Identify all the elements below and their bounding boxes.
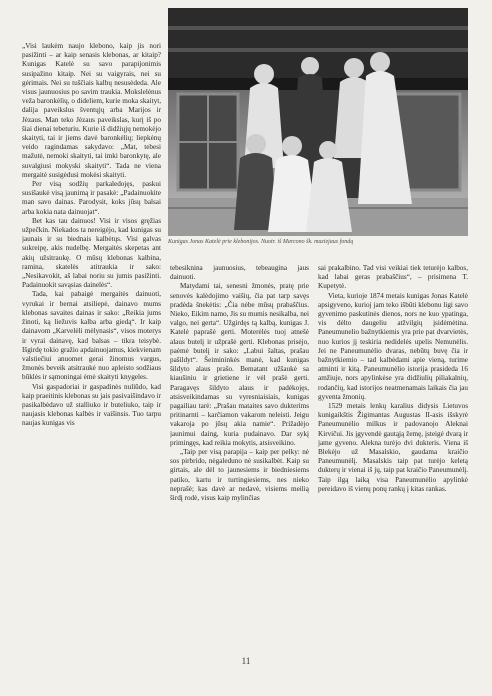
left-column (22, 42, 161, 660)
paragraph: 1529 metais lenkų karalius didysis Lietuvos kunigaikštis Žigimantas Augustas II-asis išskyrė Paneumunėlio milkus ir padovanojo Aleknai Kirvičui. Jis įgyvendė gautąją žemę, įsteigė dvarą ir jame gyveno. Alekna turėjo dvi dukteris. Viena iš Blekėjo už Masalskio, gaudama kraičio Paneumunėlį. Masalskis taip pat turėjo keletą dukterų ir vienai iš jų, taip pat kraičio Paneumunėlį. Taip ilgą laiką visa Paneumunėlio apylinkė pereidavo iš vienų ponų rankų į kitas rankas. (318, 402, 468, 493)
paragraph: Vieta, kurioje 1874 metais kunigas Jonas Katelė apsigyveno, kurioj jam teko išbūti klebonu ligi savo gyvenimo paskutinės dienos, nors ne kuo ypatinga, vis dėlto daugeliu atžvilgių įsidėmėtina. Paneumunelio bažnytkiemis yra prie pat dvarvietės, nuo kurios jį teskiria nedidelės upelis Nemunėlis. Jei ne Paneumunėlio dvaras, nebūtų buvę čia ir bažnytkiemio – tad kalbėdami apie vieną, turime atminti ir kitą. Paneumunėlio istorija prasideda 16 amžiuje, nors apylinkėse yra didžiulių piliakalnių, rodančių, kad istorijos neatmenamais laikais čia jau gyventa žmonių. (318, 291, 468, 401)
right-column (318, 264, 468, 660)
paragraph: Matydami tai, senesni žmonės, pratę prie senovės kalėdojimo vaišių, čia pat tarp savęs pradėda šnekėtis: „Čia nėbe mūsų prabaščius. Nieko, Eikim namo, Jis su mumis nesikalba, nei valgo, nei gerta“. Užgirdęs tą kalbą, kunigas J. Katelė paprašė gerti. Moterėlės tuoj atnešė alaus butelį ir užprašė gerti. Klebonas prisėjo, paėmė butelį ir sako: „Labui šaltas, prašau pašildyt“. Šeimininkės manė, kad kunigas šildyto alaus prašo. Bematant užšaukė sa kiaušiniu ir grietiene ir vėl prašė gerti. Paragavęs šildyto alaus ir padėkojęs, atsisveikindamas su vyresniaisiais, kunigas pagailiau tarė: „Prašau mataites savo dukterims pritinarnti – karčiamon vakarom neleisti. Jeigu vakaroja po jūsų akia namie“. Prižadėjo jaunimui daing, kuria pudainavo. Dar sykį primingęs, kad reikia mokytis, atsisveikino. (170, 282, 309, 447)
paragraph: „Taip per visą parapija – kaip per pelky: nė sos pirbrido, nėgaleduno nė susikalbėt. Kaip su girtais, ale dėl to jaunesiems ir biedniesiems patiko, kartu ir turtingiesiems, nes nieko neprašė; kas davė ar nedavė, visiems meilią širdį rodė, visus kaip mylinčias (170, 448, 309, 503)
paragraph: Tada, kai pabaigė mergaitės dainuoti, vyrukai ir bernai atsiliepė, dainavo mums klebonas savaites dainas ir sako: „Reikia jums žinoti, ką liežuvis kalba arba giedą“. Ir kaip dainavom „Karvelėli mėlynasis“, visos moterys ir vyrai dainavę, kad balsas – tikra teisybė. Išgirdę tokio gražio apdainuojamus, kiekvienam valstiečiui anuomet gerai žinomus vargus, žmonės beveik atsitraukė nuo apleisto sodžiaus būklės ir sąmoningai ėmė skaityti knygeles. (22, 290, 161, 382)
paragraph: tebesiknina jaunuosius, tebeaugina jaus dainuoti. (170, 264, 309, 282)
historical-photo (168, 8, 468, 236)
paragraph: sai prakalbino. Tad visi veikiai tiek teturėjo kalbos, kad labai geras prabaščius“, – prisimena T. Kupetytė. (318, 264, 468, 291)
paragraph: „Visi laukėm naujo klebono, kaip jis nori pasižinti – ar kaip senasis klebonas, ar kitaip? Kunigas Katelė su savo parapijonimis susipažino kitaip. Nei su vaigyrais, nei su gėrimais. Nei su tuščiais kalbų nesusėdeda. Ale visus jaunuosius po savim traukia. Mokslelėnus veža baronkėlių, o dideliem, kurie moka skaityt, dalija paveikslus šventųjų arba Marijos ir Jėzaus. Man teko Jėzaus paveikslas, kurį iš po šiai dienai tebeturiu. Kurie iš didžiųjų nemokėjo skaityti, tai ir jiems davė baronkėlių; liepkėnų veido ragindamas sakydavo: „Mat, tebesi mažutė, nemoki skaityti, tai imki baronkytę, ale suvalgiusi mokyski skaityti“. Tada ne viena mergaitė susigėdusi mokėsi skaityti. (22, 42, 161, 179)
paragraph: Per visą sodžių parkaledojęs, paskui susišaukė visą jaunimą ir pasakė: „Padainuokite man savo dainas. Parodysit, koks jūsų balsai arba kokia nata dainuojat“. (22, 180, 161, 216)
page-number: 11 (241, 656, 251, 666)
paragraph: Bet kas tau dainuos! Visi ir visos gręžias užpečkin. Niekados ta nereigėjo, kad kunigas su jaunais ir su biednais kalbėtųs. Visi galvas sukreipę, akis nudelbę. Mergaitės skepetas ant akių užsitraukę. O mūsų klebonas kalbina, ramina, skatelės atitraukia ir sako: „Nesikavokit, aš labai noriu su jumis pasižinti. Padainuokit savąsias dainelės“. (22, 216, 161, 290)
photo-caption: Kunigas Jonas Katelė prie klebonijos. Nuotr. iš Marcono šk. muziejaus fondų (168, 239, 354, 245)
paragraph: Visi gaspadoriai ir gaspadinės nuliūdo, kad kaip praeitinis klebonas su jais pasivaišindavo ir pasikalbėdavo už stalliuko ir buteliuko, taip ir naujasis klebonas kalbės ir vaišinsis. Tuo tarpu naujas kunigas vis (22, 382, 161, 428)
photo-illustration (168, 8, 468, 236)
middle-column (170, 264, 309, 660)
